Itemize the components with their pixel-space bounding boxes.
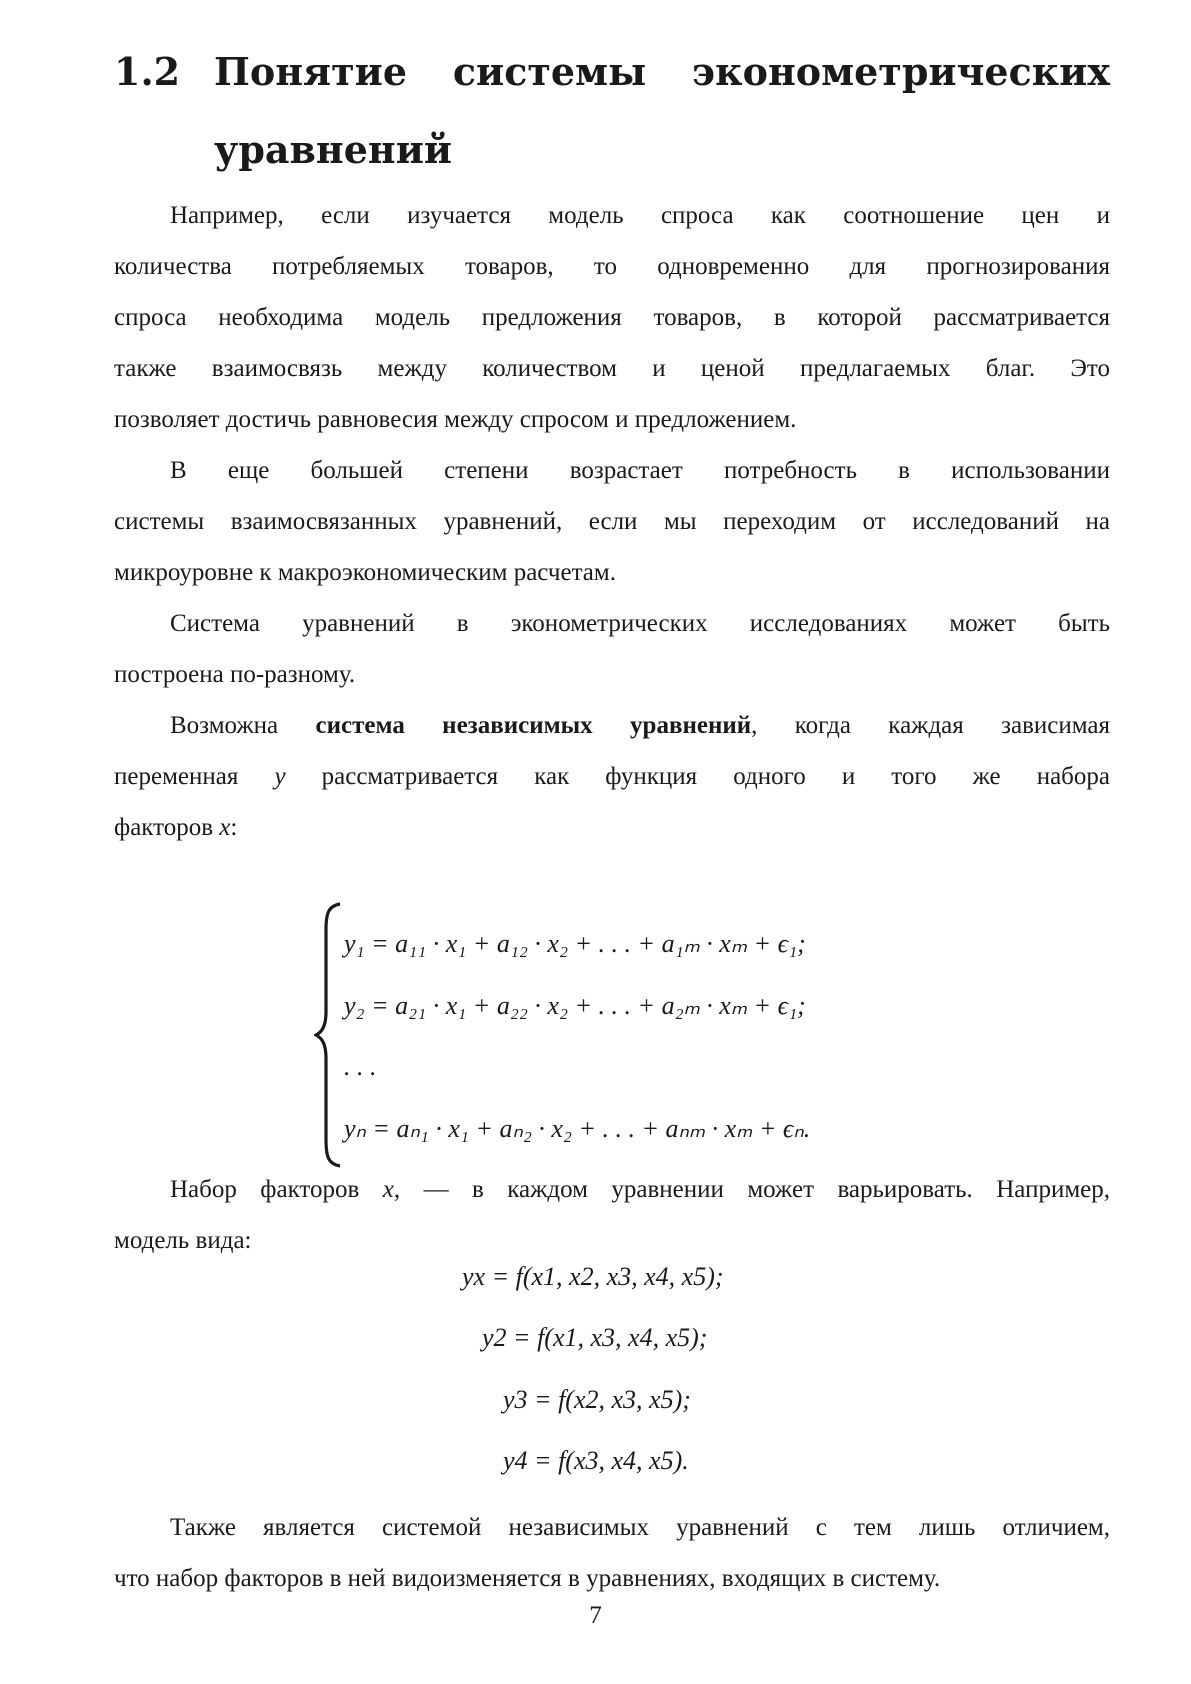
system-equation-ellipsis: . . . bbox=[344, 1052, 377, 1081]
variable-x-2: x bbox=[382, 1176, 394, 1203]
p1-line-5: позволяет достичь равновесия между спросом и предложением. bbox=[114, 406, 797, 433]
p5-line-1-pre: Набор факторов bbox=[170, 1176, 383, 1203]
p4-line-3-post: : bbox=[230, 814, 238, 841]
section-number: 1.2 bbox=[114, 49, 181, 94]
paragraph-3 bbox=[114, 598, 1110, 700]
p2-line-3: микроуровне к макроэкономическим расчетам. bbox=[114, 559, 616, 586]
model-equation-3: y3 = f(x2, x3, x5); bbox=[503, 1385, 691, 1414]
bold-term: система независимых уравнений bbox=[315, 712, 752, 739]
p2-line-2: системы взаимосвязанных уравнений, если мы переходим от исследований на bbox=[114, 508, 1110, 535]
p4-line-2-pre: переменная bbox=[114, 763, 275, 790]
paragraph-5 bbox=[114, 1164, 1110, 1266]
system-equation-n: yₙ = aₙ₁ · x₁ + aₙ₂ · x₂ + . . . + aₙₘ · xₘ + ϵₙ. bbox=[344, 1114, 811, 1143]
variable-y: y bbox=[274, 763, 286, 790]
p4-line-1-post: , когда каждая зависимая bbox=[751, 712, 1110, 739]
left-brace-icon bbox=[314, 900, 344, 1170]
heading-word-2: системы bbox=[452, 49, 647, 94]
system-equation-2: y₂ = a₂₁ · x₁ + a₂₂ · x₂ + . . . + a₂ₘ · xₘ + ϵ₁; bbox=[344, 991, 806, 1020]
paragraph-6 bbox=[114, 1502, 1110, 1604]
p5-line-2: модель вида: bbox=[114, 1227, 252, 1254]
heading-line-2: уравнений bbox=[214, 127, 453, 172]
p2-line-1: В еще большей степени возрастает потребность в использовании bbox=[170, 457, 1110, 484]
p1-line-2: количества потребляемых товаров, то одновременно для прогнозирования bbox=[114, 253, 1110, 280]
p4-line-1-pre: Возможна bbox=[170, 712, 316, 739]
model-equation-2: y2 = f(x1, x3, x4, x5); bbox=[482, 1323, 708, 1352]
p6-line-2: что набор факторов в ней видоизменяется в уравнениях, входящих в систему. bbox=[114, 1565, 941, 1592]
heading-word-1: Понятие bbox=[214, 49, 408, 94]
p1-line-4: также взаимосвязь между количеством и ценой предлагаемых благ. Это bbox=[114, 355, 1110, 382]
p4-line-3-pre: факторов bbox=[114, 814, 220, 841]
paragraph-4 bbox=[114, 700, 1110, 853]
p4-line-2-post: рассматривается как функция одного и того же набора bbox=[285, 763, 1110, 790]
p1-line-3: спроса необходима модель предложения товаров, в которой рассматривается bbox=[114, 304, 1110, 331]
paragraph-1 bbox=[114, 190, 1110, 445]
model-equation-4: y4 = f(x3, x4, x5). bbox=[503, 1446, 689, 1475]
page-number: 7 bbox=[589, 1602, 602, 1629]
paragraph-2 bbox=[114, 445, 1110, 598]
p1-line-1: Например, если изучается модель спроса как соотношение цен и bbox=[170, 202, 1110, 229]
p3-line-2: построена по-разному. bbox=[114, 661, 356, 688]
system-equation-1: y₁ = a₁₁ · x₁ + a₁₂ · x₂ + . . . + a₁ₘ · xₘ + ϵ₁; bbox=[344, 929, 806, 958]
model-equation-1: yx = f(x1, x2, x3, x4, x5); bbox=[462, 1262, 724, 1291]
p3-line-1: Система уравнений в эконометрических исследованиях может быть bbox=[170, 610, 1110, 637]
variable-x: x bbox=[219, 814, 231, 841]
p6-line-1: Также является системой независимых уравнений с тем лишь отличием, bbox=[170, 1514, 1110, 1541]
heading-word-3: эконометрических bbox=[692, 49, 1110, 94]
p5-line-1-post: , — в каждом уравнении может варьировать. Например, bbox=[393, 1176, 1110, 1203]
